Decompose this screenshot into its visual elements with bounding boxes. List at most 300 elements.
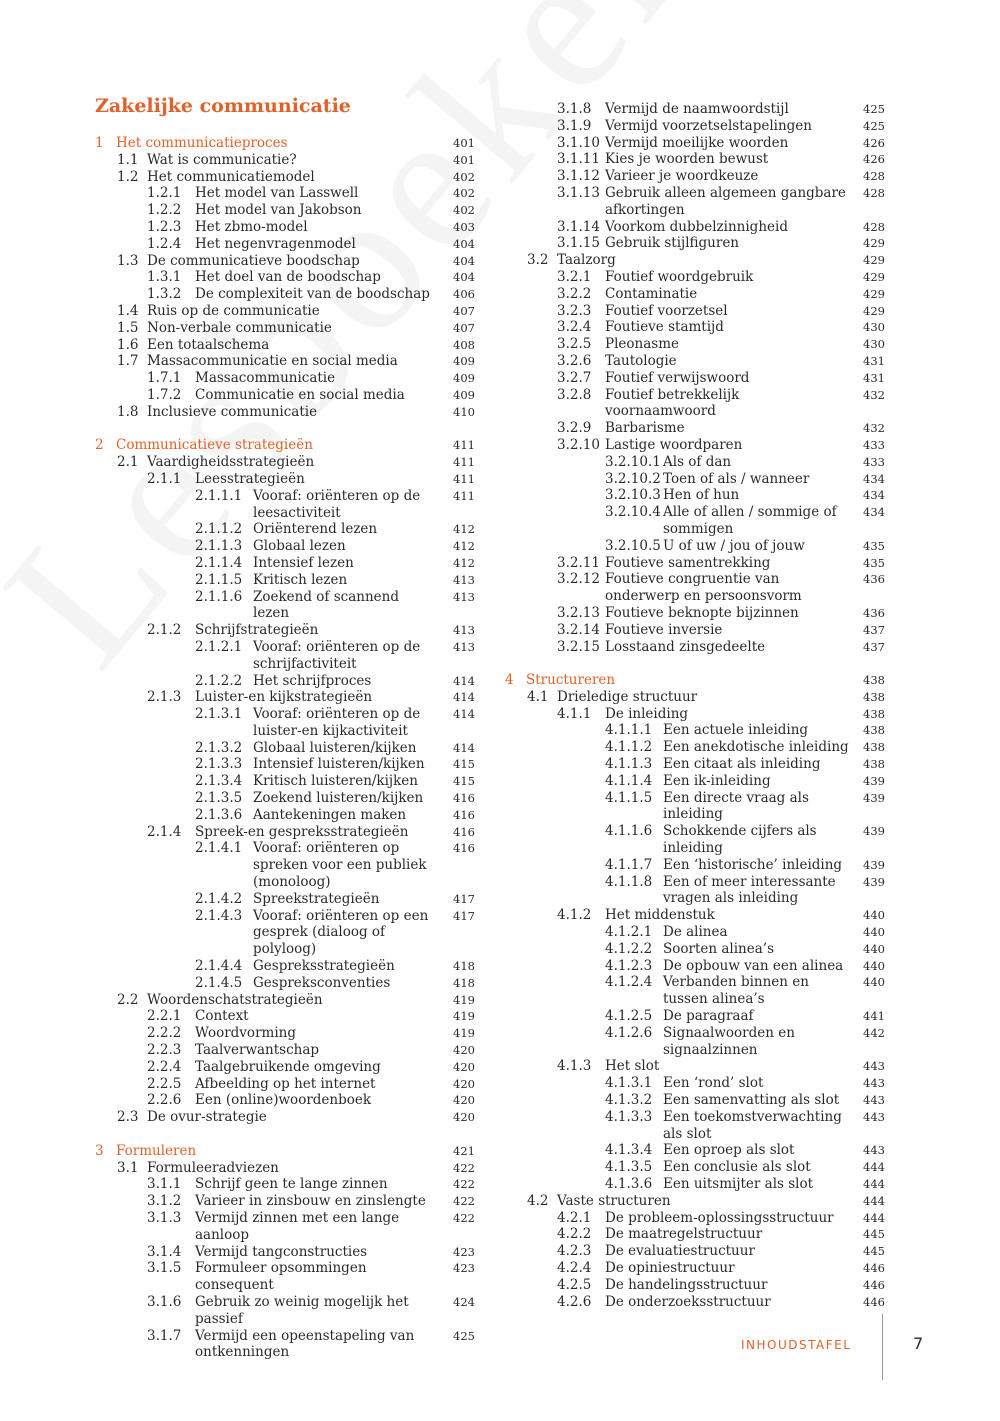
toc-entry-page: 446: [863, 1277, 885, 1292]
toc-entry-title: De probleem-oplossingsstructuur: [605, 1209, 834, 1226]
toc-entry-title: Gespreksstrategieën: [253, 958, 395, 975]
toc-entry-number: 2.2.6: [147, 1092, 182, 1109]
toc-entry: [505, 756, 885, 773]
toc-entry-number: 1.7.2: [147, 386, 182, 403]
toc-entry-page: 432: [863, 387, 885, 402]
toc-entry-number: 4.1.2: [557, 907, 592, 924]
toc-entry-title: De opbouw van een alinea: [663, 957, 844, 974]
toc-entry: [95, 219, 475, 236]
toc-entry-title: Een directe vraag als inleiding: [663, 789, 809, 823]
toc-entry-page: 439: [863, 790, 885, 805]
toc-entry: [505, 722, 885, 739]
toc-entry-page: 421: [453, 1143, 475, 1158]
toc-entry-number: 4.1.3.5: [605, 1159, 653, 1176]
toc-entry-number: 2.1.3.2: [195, 739, 243, 756]
toc-entry: [95, 824, 475, 841]
toc-entry-page: 420: [453, 1043, 475, 1058]
toc-entry-title: De ovur-strategie: [147, 1109, 267, 1126]
toc-entry-page: 435: [863, 555, 885, 570]
toc-entry-number: 4.1.2.6: [605, 1024, 653, 1041]
toc-entry-page: 444: [863, 1160, 885, 1175]
toc-entry-title: De opiniestructuur: [605, 1259, 735, 1276]
toc-entry-number: 2.1.3.3: [195, 756, 243, 773]
toc-entry-title: Een toekomstverwachting als slot: [663, 1108, 842, 1142]
toc-entry-title: Voorkom dubbelzinnigheid: [605, 218, 788, 235]
toc-entry-page: 402: [453, 169, 475, 184]
toc-entry-number: 2.1.1: [147, 470, 182, 487]
toc-entry-page: 418: [453, 975, 475, 990]
toc-entry-title: Het zbmo-model: [195, 218, 308, 235]
toc-entry: [95, 538, 475, 555]
toc-entry-number: 2.1.1.4: [195, 554, 243, 571]
toc-entry-title: Foutieve samentrekking: [605, 554, 771, 571]
toc-entry-page: 439: [863, 857, 885, 872]
toc-entry-number: 4.1: [527, 688, 549, 705]
toc-entry-number: 2: [95, 437, 104, 454]
toc-entry-number: 2.1.1.6: [195, 588, 243, 605]
toc-entry-title: Woordvorming: [195, 1025, 296, 1042]
toc-entry: [505, 437, 885, 454]
toc-entry-page: 431: [863, 353, 885, 368]
toc-entry-title: Een (online)woordenboek: [195, 1092, 372, 1109]
toc-entry-title: Varieer in zinsbouw en zinslengte: [195, 1193, 426, 1210]
toc-entry-title: De complexiteit van de boodschap: [195, 286, 430, 303]
toc-entry-page: 412: [453, 522, 475, 537]
toc-entry: [505, 1008, 885, 1025]
toc-entry-title: Zoekend luisteren/kijken: [253, 790, 424, 807]
toc-entry-number: 2.1.1.5: [195, 571, 243, 588]
page-title: Zakelijke communicatie: [95, 95, 351, 117]
toc-entry-title: Zoekend of scannend lezen: [253, 588, 399, 622]
toc-entry-title: Barbarisme: [605, 420, 685, 437]
toc-entry-page: 420: [453, 1110, 475, 1125]
toc-entry-title: Drieledige structuur: [557, 688, 698, 705]
toc-entry-title: Soorten alinea’s: [663, 940, 774, 957]
toc-entry-title: Een anekdotische inleiding: [663, 739, 849, 756]
toc-entry-number: 2.1.2.1: [195, 638, 243, 655]
toc-entry-title: Het negenvragenmodel: [195, 235, 356, 252]
toc-entry-title: Spreek-en gespreksstrategieën: [195, 823, 409, 840]
toc-entry-page: 422: [453, 1160, 475, 1175]
toc-entry-number: 2.1.4.4: [195, 958, 243, 975]
toc-entry-title: Het communicatiemodel: [147, 168, 315, 185]
toc-entry-number: 3.2.11: [557, 554, 600, 571]
toc-entry: [95, 807, 475, 824]
toc-entry-title: Vermijd zinnen met een lange aanloop: [195, 1210, 400, 1243]
toc-entry: [95, 1294, 475, 1328]
toc-entry-title: Massacommunicatie: [195, 370, 336, 387]
toc-entry-title: Het schrijfproces: [253, 672, 372, 689]
toc-entry-title: Context: [195, 1008, 249, 1025]
toc-entry-title: Vooraf: oriënteren op de schrijfactiviteit: [253, 638, 421, 672]
toc-entry: [505, 370, 885, 387]
toc-entry: [505, 605, 885, 622]
toc-entry-number: 3.2.3: [557, 302, 592, 319]
toc-entry-page: 446: [863, 1294, 885, 1309]
toc-entry: [95, 488, 475, 522]
toc-entry: [95, 958, 475, 975]
toc-entry-title: Een uitsmijter als slot: [663, 1176, 814, 1192]
toc-entry-page: 420: [453, 1076, 475, 1091]
toc-entry-title: Vermijd voorzetselstapelingen: [605, 117, 812, 134]
toc-entry-title: Vaste structuren: [557, 1192, 671, 1209]
toc-entry: [505, 101, 885, 118]
toc-entry-number: 4.1.3.6: [605, 1176, 653, 1192]
toc-entry-page: 422: [453, 1194, 475, 1209]
toc-entry: [95, 1244, 475, 1261]
toc-entry: [95, 1176, 475, 1193]
toc-entry: [95, 572, 475, 589]
footer-section-label: INHOUDSTAFEL: [741, 1338, 852, 1352]
toc-entry-number: 2.2.1: [147, 1008, 182, 1025]
toc-entry: [95, 521, 475, 538]
toc-entry-number: 3.1.3: [147, 1210, 182, 1226]
toc-entry-page: 446: [863, 1260, 885, 1275]
toc-entry-page: 429: [863, 303, 885, 318]
toc-entry-number: 4.2.3: [557, 1243, 592, 1260]
toc-entry-title: Signaalwoorden en signaalzinnen: [663, 1024, 795, 1058]
toc-entry-number: 3: [95, 1142, 104, 1159]
toc-entry-page: 404: [453, 253, 475, 268]
toc-entry-number: 4.2.2: [557, 1226, 592, 1243]
toc-entry-page: 426: [863, 152, 885, 167]
toc-entry-page: 439: [863, 874, 885, 889]
toc-entry: [95, 169, 475, 186]
toc-entry-page: 413: [453, 589, 475, 604]
toc-entry-title: Spreekstrategieën: [253, 890, 380, 907]
toc-entry-title: Schrijf geen te lange zinnen: [195, 1176, 388, 1193]
toc-entry-page: 440: [863, 975, 885, 990]
toc-entry: [95, 740, 475, 757]
toc-entry-number: 3.2.8: [557, 386, 592, 403]
toc-entry-title: Kritisch lezen: [253, 571, 348, 588]
toc-entry-title: Taalzorg: [557, 252, 616, 269]
toc-entry-number: 1.2.4: [147, 235, 182, 252]
toc-entry: [505, 958, 885, 975]
toc-entry-page: 409: [453, 371, 475, 386]
toc-entry: [95, 555, 475, 572]
toc-entry-number: 1.1: [117, 151, 139, 168]
toc-entry-page: 439: [863, 773, 885, 788]
toc-entry-page: 414: [453, 690, 475, 705]
toc-entry-number: 4.1.1: [557, 705, 592, 722]
toc-entry-page: 429: [863, 253, 885, 268]
toc-entry-title: Tautologie: [605, 352, 677, 369]
toc-entry-number: 4.1.3.4: [605, 1142, 653, 1159]
toc-entry-page: 408: [453, 337, 475, 352]
toc-entry-number: 4.1.1.6: [605, 823, 653, 840]
toc-entry-title: De handelingsstructuur: [605, 1276, 768, 1293]
toc-entry: [95, 1042, 475, 1059]
toc-entry-title: De onderzoeksstructuur: [605, 1293, 771, 1310]
toc-entry-title: Vooraf: oriënteren op de leesactiviteit: [253, 487, 421, 521]
toc-entry-number: 4.2.4: [557, 1259, 592, 1276]
toc-entry: [505, 1159, 885, 1176]
toc-entry-title: Non-verbale communicatie: [147, 319, 332, 336]
toc-entry-number: 2.1.3.6: [195, 806, 243, 823]
toc-entry: [95, 1025, 475, 1042]
toc-entry: [505, 924, 885, 941]
toc-entry-number: 4.1.1.8: [605, 873, 653, 890]
toc-entry: [95, 673, 475, 690]
toc-entry-page: 416: [453, 791, 475, 806]
toc-entry-page: 409: [453, 354, 475, 369]
toc-entry-page: 414: [453, 673, 475, 688]
toc-entry-title: Kritisch luisteren/kijken: [253, 773, 418, 790]
toc-entry-page: 422: [453, 1177, 475, 1192]
toc-entry-title: Vooraf: oriënteren op de luister-en kijkactiviteit: [253, 706, 421, 739]
toc-entry-title: Vooraf: oriënteren op spreken voor een publiek (monoloog): [253, 840, 427, 891]
toc-entry-number: 2.1.1.3: [195, 538, 243, 555]
toc-entry-number: 3.2.15: [557, 638, 600, 655]
toc-entry-title: Luister-en kijkstrategieën: [195, 689, 373, 706]
toc-entry-page: 443: [863, 1059, 885, 1074]
toc-entry-number: 2.1.3.5: [195, 790, 243, 807]
toc-entry: [505, 974, 885, 1008]
toc-entry-title: Vermijd de naamwoordstijl: [605, 101, 789, 117]
toc-entry-number: 3.2.12: [557, 571, 600, 588]
toc-entry-title: Een oproep als slot: [663, 1142, 795, 1159]
toc-entry-page: 416: [453, 807, 475, 822]
toc-entry-title: Structureren: [526, 672, 616, 689]
toc-entry: [505, 1243, 885, 1260]
toc-entry-page: 438: [863, 706, 885, 721]
toc-entry-title: Het middenstuk: [605, 907, 715, 924]
toc-entry-title: Pleonasme: [605, 336, 679, 353]
toc-entry-number: 4.2.1: [557, 1209, 592, 1226]
toc-entry-page: 420: [453, 1059, 475, 1074]
toc-entry-page: 430: [863, 337, 885, 352]
toc-entry-number: 4.1.1.7: [605, 856, 653, 873]
toc-entry-title: Foutieve inversie: [605, 621, 723, 638]
toc-entry: [505, 1176, 885, 1193]
toc-entry-number: 1: [95, 135, 104, 151]
toc-entry-title: Communicatieve strategieën: [116, 437, 313, 454]
toc-entry-page: 438: [863, 723, 885, 738]
toc-entry: [95, 1109, 475, 1126]
toc-entry: [505, 639, 885, 656]
toc-entry-title: Foutief verwijswoord: [605, 369, 750, 386]
toc-entry-title: Hen of hun: [663, 487, 740, 504]
toc-entry-title: Wat is communicatie?: [147, 151, 297, 168]
toc-entry-page: 444: [863, 1210, 885, 1225]
toc-entry-title: Foutieve congruentie van onderwerp en persoonsvorm: [605, 571, 802, 605]
toc-entry-page: 417: [453, 891, 475, 906]
toc-entry: [505, 168, 885, 185]
toc-entry-title: Massacommunicatie en social media: [147, 353, 398, 370]
toc-entry-title: Gebruik zo weinig mogelijk het passief: [195, 1293, 409, 1327]
toc-entry: [95, 236, 475, 253]
toc-entry-number: 1.2.2: [147, 202, 182, 219]
toc-entry-number: 1.3.2: [147, 286, 182, 303]
toc-entry-title: Globaal luisteren/kijken: [253, 739, 417, 756]
toc-entry: [505, 353, 885, 370]
toc-entry: [95, 185, 475, 202]
toc-entry-page: 428: [863, 219, 885, 234]
toc-entry: [505, 689, 885, 706]
toc-entry: [505, 823, 885, 857]
toc-entry-number: 4.1.3.2: [605, 1092, 653, 1109]
toc-entry-page: 431: [863, 370, 885, 385]
toc-entry-title: Een citaat als inleiding: [663, 756, 821, 773]
toc-entry-page: 422: [453, 1211, 475, 1225]
page-number: 7: [913, 1334, 924, 1353]
toc-entry-page: 416: [453, 824, 475, 839]
toc-entry: [95, 1193, 475, 1210]
toc-entry-page: 434: [863, 505, 885, 520]
toc-entry: [95, 454, 475, 471]
toc-entry: [505, 387, 885, 421]
toc-entry-title: Gespreksconventies: [253, 974, 391, 991]
toc-entry-title: Losstaand zinsgedeelte: [605, 638, 766, 655]
toc-entry-title: Leesstrategieën: [195, 470, 305, 487]
toc-entry-page: 434: [863, 471, 885, 486]
toc-entry-number: 3.1.7: [147, 1327, 182, 1344]
toc-entry-page: 438: [863, 757, 885, 772]
toc-entry-page: 443: [863, 1109, 885, 1124]
toc-entry-number: 4.1.2.2: [605, 940, 653, 957]
toc-entry-page: 423: [453, 1244, 475, 1259]
toc-entry-page: 438: [863, 740, 885, 755]
toc-entry-title: De paragraaf: [663, 1008, 754, 1025]
toc-entry-page: 444: [863, 1177, 885, 1191]
toc-entry-title: Foutief woordgebruik: [605, 268, 754, 285]
toc-entry-number: 3.2.5: [557, 336, 592, 353]
toc-entry-title: Intensief luisteren/kijken: [253, 756, 425, 773]
toc-entry-page: 444: [863, 1193, 885, 1208]
toc-entry-title: Schrijfstrategieën: [195, 622, 319, 639]
toc-entry-number: 2.2.3: [147, 1042, 182, 1059]
toc-entry: [95, 622, 475, 639]
toc-entry-title: Een conclusie als slot: [663, 1159, 811, 1176]
toc-entry-title: Kies je woorden bewust: [605, 151, 769, 168]
toc-entry-number: 2.2.2: [147, 1025, 182, 1042]
toc-entry-page: 435: [863, 538, 885, 553]
toc-entry-number: 3.1.15: [557, 235, 600, 252]
toc-entry-page: 415: [453, 774, 475, 789]
toc-entry-title: Contaminatie: [605, 285, 698, 302]
toc-entry-number: 2.1: [117, 454, 139, 471]
toc-entry: [95, 992, 475, 1009]
toc-entry-page: 433: [863, 454, 885, 469]
toc-entry: [505, 555, 885, 572]
toc-entry-number: 4.1.3.1: [605, 1075, 653, 1092]
toc-entry-number: 1.2.1: [147, 185, 182, 202]
toc-entry-page: 440: [863, 908, 885, 923]
toc-entry: [95, 908, 475, 958]
toc-entry-number: 3.2.9: [557, 420, 592, 437]
toc-entry: [95, 152, 475, 169]
toc-entry: [505, 235, 885, 252]
toc-entry: [95, 706, 475, 740]
toc-entry-number: 3.2.6: [557, 352, 592, 369]
toc-entry-title: Een ‘rond’ slot: [663, 1075, 764, 1092]
toc-entry-page: 419: [453, 1026, 475, 1041]
toc-entry-title: De alinea: [663, 924, 728, 941]
toc-entry-title: Vermijd een opeenstapeling van ontkenningen: [195, 1327, 415, 1361]
toc-entry-number: 2.1.4.2: [195, 890, 243, 907]
toc-entry-page: 445: [863, 1227, 885, 1242]
toc-entry-page: 438: [863, 689, 885, 704]
toc-entry-page: 423: [453, 1261, 475, 1276]
toc-entry: [95, 353, 475, 370]
toc-entry-title: De evaluatiestructuur: [605, 1243, 755, 1260]
toc-entry-page: 425: [863, 102, 885, 116]
toc-entry: [95, 1076, 475, 1093]
toc-entry-page: 403: [453, 219, 475, 234]
toc-entry: [505, 739, 885, 756]
toc-entry-number: 4.1.2.3: [605, 957, 653, 974]
toc-entry-title: Een of meer interessante vragen als inleiding: [663, 873, 836, 907]
toc-entry-page: 425: [863, 118, 885, 133]
toc-entry-page: 443: [863, 1143, 885, 1158]
toc-entry-number: 3.1.4: [147, 1243, 182, 1260]
toc-entry-number: 2.1.4: [147, 823, 182, 840]
toc-entry-page: 434: [863, 488, 885, 503]
toc-entry-page: 407: [453, 303, 475, 318]
toc-entry-number: 3.1: [117, 1159, 139, 1176]
toc-entry-title: Het communicatieproces: [116, 135, 288, 151]
toc-entry: [95, 202, 475, 219]
toc-entry-number: 4.1.2.1: [605, 924, 653, 941]
toc-entry-title: Gebruik stijlfiguren: [605, 235, 740, 252]
toc-entry: [505, 571, 885, 605]
toc-entry-title: Vaardigheidsstrategieën: [147, 454, 315, 471]
toc-entry-number: 1.7.1: [147, 370, 182, 387]
toc-chapter: [95, 437, 475, 454]
toc-entry: [95, 337, 475, 354]
toc-entry: [505, 336, 885, 353]
toc-entry-title: Het model van Jakobson: [195, 202, 362, 219]
toc-entry-number: 2.1.3: [147, 689, 182, 706]
toc-entry-title: Schokkende cijfers als inleiding: [663, 823, 817, 857]
toc-entry-number: 3.2.4: [557, 319, 592, 336]
toc-entry-title: Gebruik alleen algemeen gangbare afkortingen: [605, 184, 846, 218]
toc-entry-page: 401: [453, 136, 475, 150]
toc-entry-title: De communicatieve boodschap: [147, 252, 360, 269]
toc-entry: [505, 874, 885, 908]
toc-entry-title: De inleiding: [605, 705, 689, 722]
toc-entry-page: 428: [863, 169, 885, 184]
toc-entry-title: Afbeelding op het internet: [195, 1075, 376, 1092]
toc-entry: [505, 504, 885, 538]
toc-entry-title: Ruis op de communicatie: [147, 302, 320, 319]
toc-entry-title: Een actuele inleiding: [663, 722, 809, 739]
toc-entry-title: Oriënterend lezen: [253, 521, 378, 538]
toc-entry-title: Inclusieve communicatie: [147, 403, 318, 420]
toc-entry: [95, 756, 475, 773]
toc-entry-page: 412: [453, 555, 475, 570]
toc-chapter: [505, 672, 885, 689]
toc-entry-number: 3.1.13: [557, 184, 600, 201]
toc-entry-page: 426: [863, 135, 885, 150]
toc-entry-page: 442: [863, 1025, 885, 1040]
toc-entry: [505, 1109, 885, 1143]
toc-entry-page: 414: [453, 707, 475, 722]
toc-entry-title: Vooraf: oriënteren op een gesprek (dialoog of polyloog): [253, 907, 429, 958]
toc-entry-number: 1.8: [117, 403, 139, 420]
toc-entry-number: 3.1.9: [557, 117, 592, 134]
toc-entry-page: 413: [453, 639, 475, 654]
toc-entry-page: 411: [453, 488, 475, 503]
toc-entry-title: Intensief lezen: [253, 554, 354, 571]
toc-entry-page: 440: [863, 941, 885, 956]
toc-entry: [505, 1294, 885, 1311]
toc-entry: [505, 269, 885, 286]
toc-entry: [95, 589, 475, 623]
toc-entry-page: 414: [453, 740, 475, 755]
toc-entry: [95, 471, 475, 488]
